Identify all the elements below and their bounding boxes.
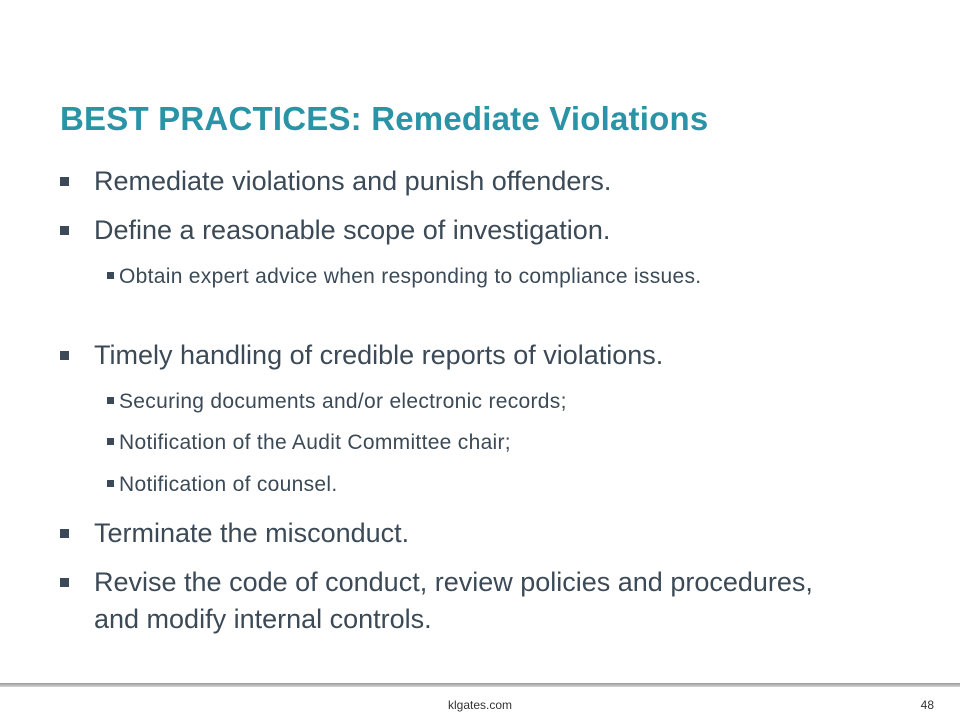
sub-bullet-text: Securing documents and/or electronic records; [119,390,567,413]
square-bullet-icon [60,351,69,360]
bullet-text: Remediate violations and punish offenders. [94,166,612,196]
bullet-text: Define a reasonable scope of investigation. [94,215,611,245]
bullet-item [94,163,864,200]
sub-bullet-item [106,466,846,504]
bullet-item [94,515,864,552]
bullet-item [94,564,864,638]
sub-bullet-item [106,424,846,462]
square-bullet-icon [107,272,114,279]
page-number: 48 [920,698,934,712]
square-bullet-icon [60,578,69,587]
bullet-item [94,337,864,374]
square-bullet-icon [60,177,69,186]
sub-bullet-item [106,258,846,296]
square-bullet-icon [60,226,69,235]
footer-url: klgates.com [447,698,513,712]
slide-title: BEST PRACTICES: Remediate Violations [60,100,709,137]
sub-bullet-text: Notification of counsel. [119,473,338,496]
sub-bullet-item [106,383,846,421]
bullet-text: Revise the code of conduct, review policies and procedures, and modify internal controls. [94,567,813,634]
bullet-text: Terminate the misconduct. [94,518,410,548]
sub-bullet-text: Notification of the Audit Committee chair; [119,431,511,454]
sub-bullet-text: Obtain expert advice when responding to compliance issues. [119,265,702,288]
square-bullet-icon [107,438,114,445]
square-bullet-icon [107,480,114,487]
footer-divider [0,683,960,687]
square-bullet-icon [60,529,69,538]
bullet-item [94,212,864,249]
bullet-text: Timely handling of credible reports of violations. [94,340,664,370]
square-bullet-icon [107,397,114,404]
